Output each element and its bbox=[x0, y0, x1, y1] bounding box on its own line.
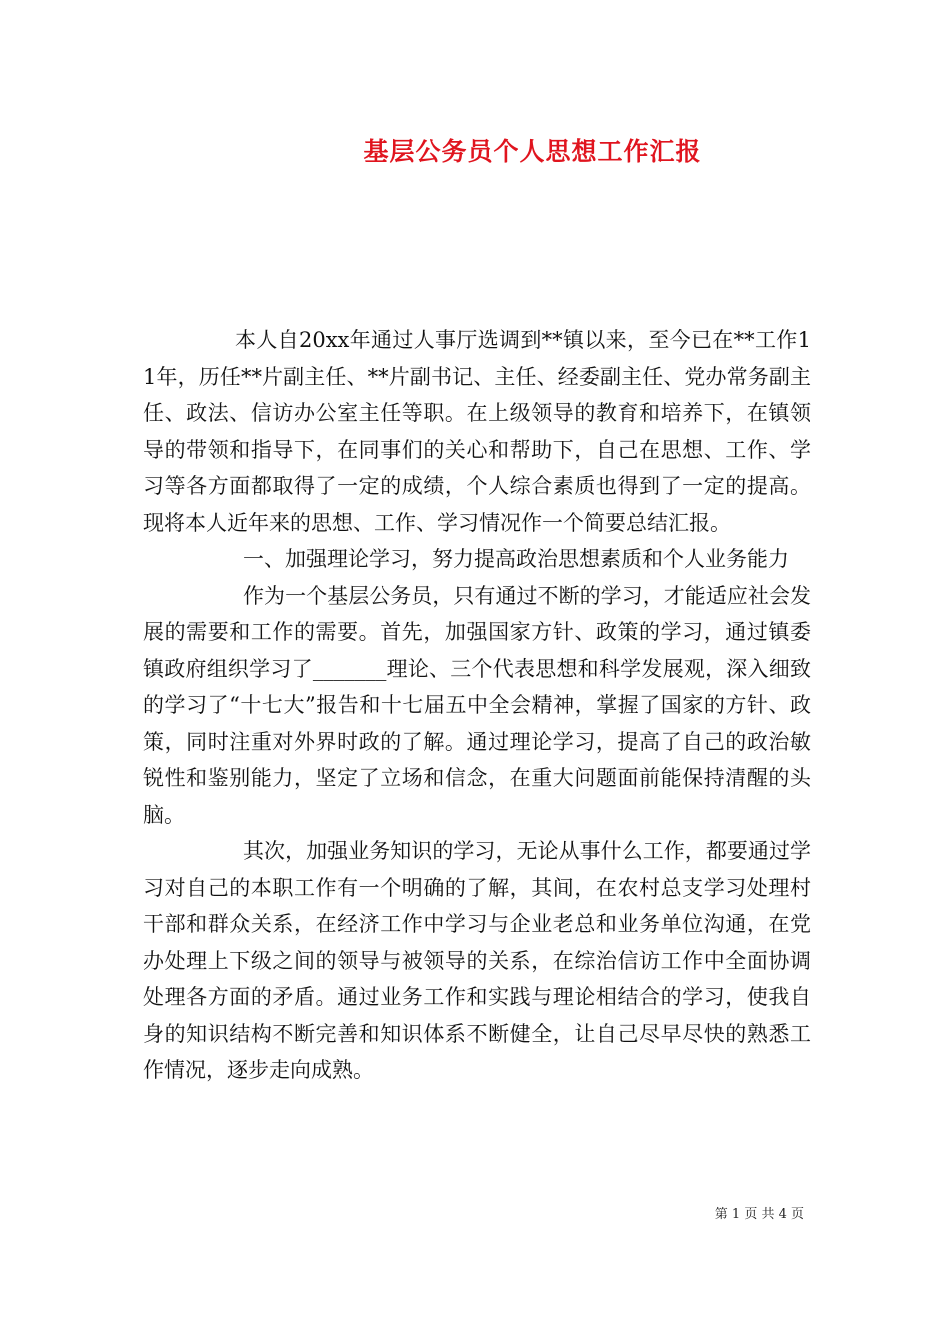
document-title: 基层公务员个人思想工作汇报 bbox=[363, 137, 702, 166]
intro-paragraph: 本人自20xx年通过人事厅选调到**镇以来，至今已在**工作11年，历任**片副主任、**片副书记、主任、经委副主任、党办常务副主任、政法、信访办公室主任等职。在上级领导的教育和培养下，在镇领导的带领和指导下，在同事们的关心和帮助下，自己在思想、工作、学习等各方面都取得了一定的成绩，个人综合素质也得到了一定的提高。现将本人近年来的思想、工作、学习情况作一个简要总结汇报。 bbox=[143, 328, 811, 535]
section-heading-1: 一、加强理论学习，努力提高政治思想素质和个人业务能力 bbox=[243, 547, 789, 571]
theory-study-paragraph: 作为一个基层公务员，只有通过不断的学习，才能适应社会发展的需要和工作的需要。首先，加强国家方针、政策的学习，通过镇委镇政府组织学习了_______理论、三个代表思想和科学发展观，深入细致的学习了“十七大”报告和十七届五中全会精神，掌握了国家的方针、政策，同时注重对外界时政的了解。通过理论学习，提高了自己的政治敏锐性和鉴别能力，坚定了立场和信念，在重大问题面前能保持清醒的头脑。 bbox=[143, 583, 811, 827]
business-study-paragraph: 其次，加强业务知识的学习，无论从事什么工作，都要通过学习对自己的本职工作有一个明确的了解，其间，在农村总支学习处理村干部和群众关系，在经济工作中学习与企业老总和业务单位沟通，在党办处理上下级之间的领导与被领导的关系，在综治信访工作中全面协调处理各方面的矛盾。通过业务工作和实践与理论相结合的学习，使我自身的知识结构不断完善和知识体系不断健全，让自己尽早尽快的熟悉工作情况，逐步走向成熟。 bbox=[143, 839, 811, 1082]
page-number: 第 1 页 共 4 页 bbox=[714, 1207, 804, 1222]
document-body bbox=[143, 322, 811, 1089]
